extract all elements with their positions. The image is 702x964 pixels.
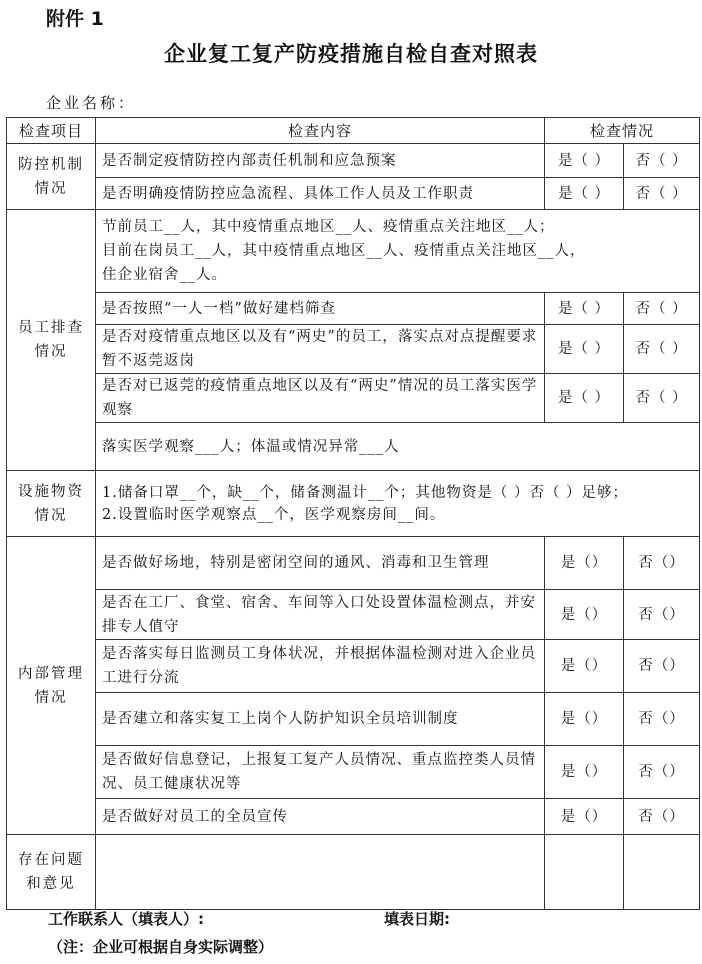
no-checkbox[interactable]: 否（ ） (624, 293, 700, 325)
check-content: 是否明确疫情防控应急流程、具体工作人员及工作职责 (96, 178, 545, 210)
table-row (7, 640, 700, 693)
yes-checkbox[interactable]: 是（ ） (545, 178, 624, 210)
table-row (7, 178, 700, 210)
supplies-fill[interactable] (96, 471, 700, 537)
yes-checkbox[interactable]: 是（） (545, 640, 624, 693)
table-row (7, 325, 700, 374)
header-row (7, 118, 700, 144)
yes-checkbox[interactable]: 是（） (545, 537, 624, 590)
yes-checkbox[interactable]: 是（ ） (545, 144, 624, 178)
category-cell: 员工排查情况 (7, 210, 96, 471)
fill-line: 1.储备口罩__个，缺__个，储备测温计__个；其他物资是（ ）否（ ）足够； (102, 484, 629, 501)
table-row (7, 799, 700, 835)
yes-checkbox[interactable]: 是（ ） (545, 325, 624, 374)
category-cell: 内部管理情况 (7, 537, 96, 835)
fill-date-label: 填表日期: (384, 910, 450, 928)
fill-line: 节前员工__人，其中疫情重点地区__人、疫情重点关注地区__人； (102, 219, 555, 235)
page-title: 企业复工复产防疫措施自检自查对照表 (164, 42, 538, 66)
table-row (7, 746, 700, 799)
yes-checkbox[interactable]: 是（ ） (545, 293, 624, 325)
table-row (7, 144, 700, 178)
table-row (7, 210, 700, 293)
header-content: 检查内容 (96, 118, 545, 144)
table-row (7, 423, 700, 471)
footnote: （注：企业可根据自身实际调整） (48, 938, 274, 956)
table-row (7, 293, 700, 325)
no-checkbox[interactable]: 否（） (624, 799, 700, 835)
fill-line: 目前在岗员工__人，其中疫情重点地区__人、疫情重点关注地区__人， (102, 243, 586, 259)
fill-line: 住企业宿舍__人。 (102, 267, 227, 283)
yes-checkbox[interactable]: 是（） (545, 746, 624, 799)
yes-checkbox[interactable]: 是（ ） (545, 374, 624, 423)
no-checkbox[interactable]: 否（） (624, 590, 700, 640)
checklist-table (6, 117, 700, 910)
check-content: 是否按照“一人一档”做好建档筛查 (96, 293, 545, 325)
staff-count-fill[interactable] (96, 210, 700, 293)
no-checkbox[interactable]: 否（ ） (624, 325, 700, 374)
table-row (7, 590, 700, 640)
check-content: 是否在工厂、食堂、宿舍、车间等入口处设置体温检测点，并安排专人值守 (96, 590, 545, 640)
table-row (7, 471, 700, 537)
table-row (7, 693, 700, 746)
check-content: 是否对已返莞的疫情重点地区以及有“两史”情况的员工落实医学观察 (96, 374, 545, 423)
check-content: 是否做好信息登记，上报复工复产人员情况、重点监控类人员情况、员工健康状况等 (96, 746, 545, 799)
no-checkbox[interactable]: 否（ ） (624, 144, 700, 178)
table-row (7, 374, 700, 423)
company-name-label: 企业名称： (46, 94, 137, 112)
fill-line: 2.设置临时医学观察点__个，医学观察房间__间。 (102, 506, 446, 523)
check-content: 是否对疫情重点地区以及有“两史”的员工，落实点对点提醒要求暂不返莞返岗 (96, 325, 545, 374)
yes-checkbox[interactable]: 是（） (545, 590, 624, 640)
contact-person-label: 工作联系人（填表人）: (48, 910, 204, 928)
header-item: 检查项目 (7, 118, 96, 144)
observation-fill[interactable] (96, 423, 700, 471)
issues-blank-cell[interactable] (624, 835, 700, 910)
no-checkbox[interactable]: 否（） (624, 746, 700, 799)
no-checkbox[interactable]: 否（） (624, 640, 700, 693)
no-checkbox[interactable]: 否（） (624, 693, 700, 746)
attachment-label: 附件 1 (46, 8, 104, 30)
issues-blank-cell[interactable] (545, 835, 624, 910)
table-row (7, 537, 700, 590)
category-cell: 存在问题和意见 (7, 835, 96, 910)
category-cell: 防控机制情况 (7, 144, 96, 210)
table-row (7, 835, 700, 910)
yes-checkbox[interactable]: 是（） (545, 799, 624, 835)
check-content: 是否制定疫情防控内部责任机制和应急预案 (96, 144, 545, 178)
header-status: 检查情况 (545, 118, 700, 144)
issues-input-cell[interactable] (96, 835, 545, 910)
check-content: 是否做好对员工的全员宣传 (96, 799, 545, 835)
yes-checkbox[interactable]: 是（） (545, 693, 624, 746)
category-cell: 设施物资情况 (7, 471, 96, 537)
check-content: 是否做好场地，特别是密闭空间的通风、消毒和卫生管理 (96, 537, 545, 590)
check-content: 是否落实每日监测员工身体状况，并根据体温检测对进入企业员工进行分流 (96, 640, 545, 693)
no-checkbox[interactable]: 否（ ） (624, 374, 700, 423)
check-content: 是否建立和落实复工上岗个人防护知识全员培训制度 (96, 693, 545, 746)
no-checkbox[interactable]: 否（） (624, 537, 700, 590)
no-checkbox[interactable]: 否（ ） (624, 178, 700, 210)
fill-line: 落实医学观察___人；体温或情况异常___人 (102, 438, 400, 455)
